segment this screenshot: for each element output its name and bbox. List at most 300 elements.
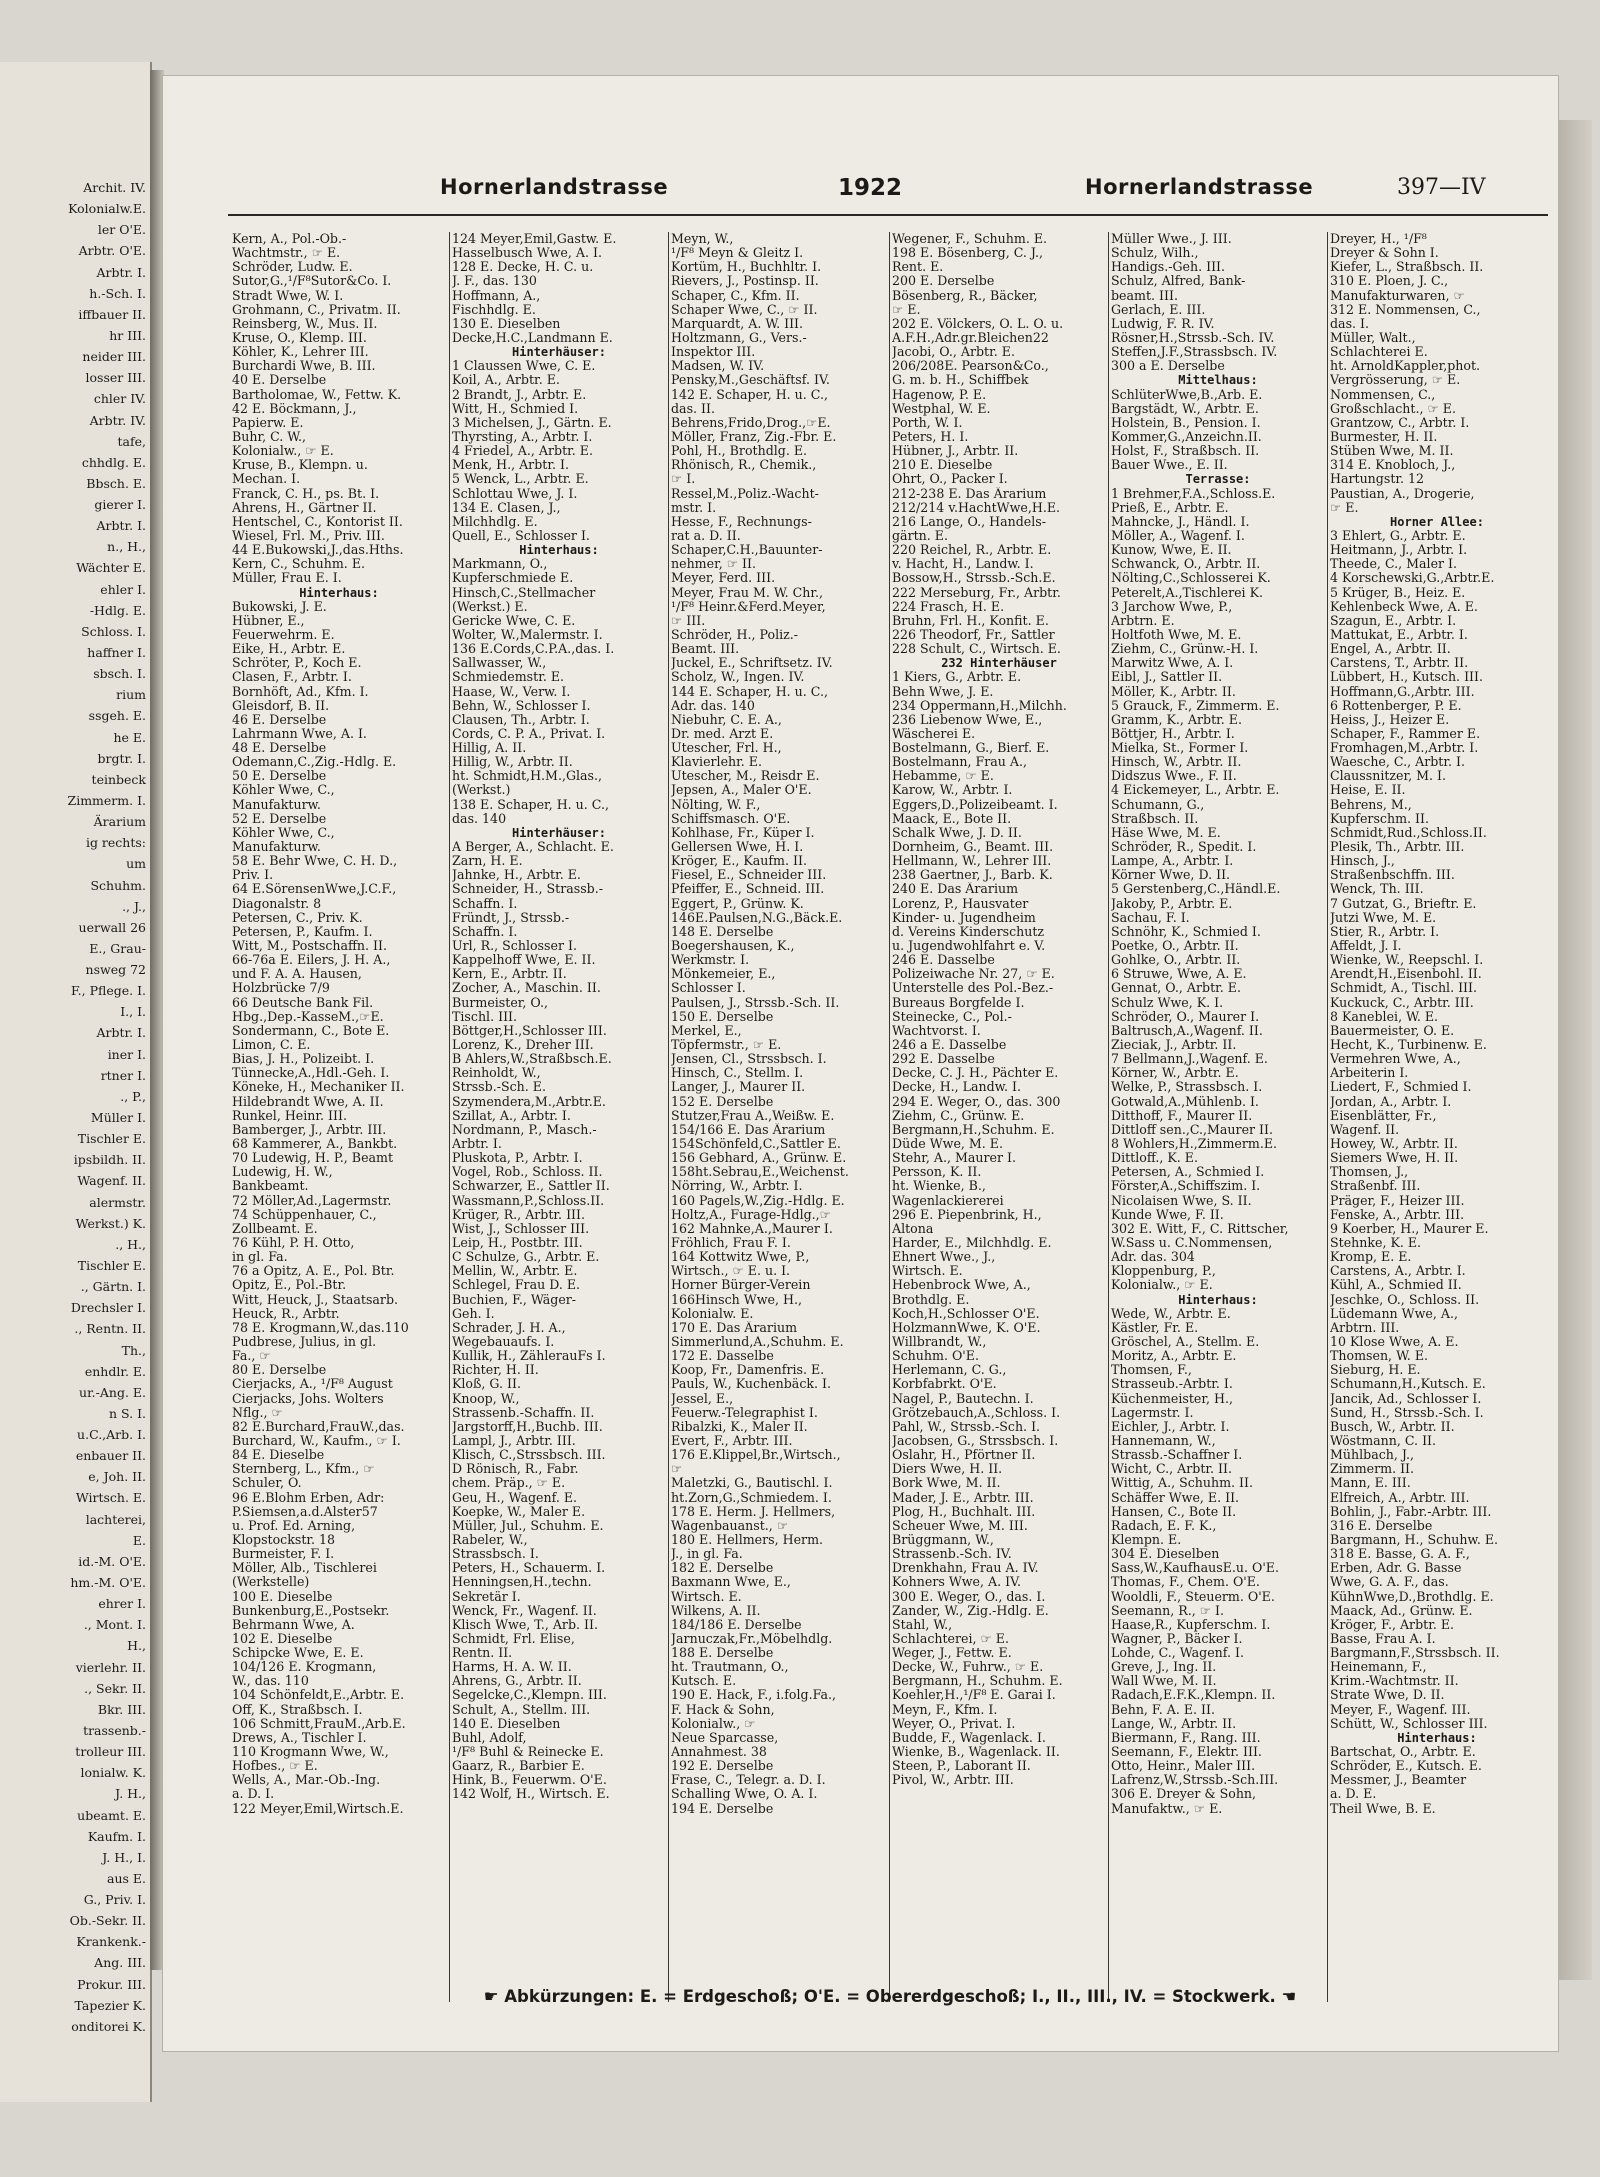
directory-entry: 124 Meyer,Emil,Gastw. E.: [452, 232, 617, 246]
directory-entry: Limon, C. E.: [232, 1038, 311, 1053]
directory-entry: Ditthoff, F., Maurer II.: [1111, 1108, 1253, 1123]
directory-entry: Buhl, Adolf,: [452, 1730, 527, 1745]
directory-entry: Behrmann Wwe, A.: [232, 1617, 355, 1632]
directory-entry: Wienke, B., Wagenlack. II.: [892, 1745, 1060, 1760]
directory-entry: Steffen,J.F.,Strassbsch. IV.: [1111, 345, 1278, 360]
directory-entry: Eibl, J., Sattler II.: [1111, 670, 1223, 685]
directory-entry: Ludewig, H. W.,: [232, 1165, 333, 1180]
directory-entry: 64 E.SörensenWwe,J.C.F.,: [232, 882, 397, 897]
directory-entry: Utescher, Frl. H.,: [671, 741, 782, 756]
facing-page-line: ig rechts:: [85, 835, 146, 851]
directory-entry: Erben, Adr. G. Basse: [1330, 1561, 1462, 1576]
facing-page-line: ., Sekr. II.: [84, 1680, 146, 1696]
directory-entry: Schröder, R., Spedit. I.: [1111, 840, 1257, 855]
directory-entry: Neue Sparcasse,: [671, 1730, 779, 1745]
directory-entry: Brothdlg. E.: [892, 1292, 970, 1307]
directory-entry: Witt, M., Postschaffn. II.: [232, 939, 388, 954]
directory-entry: Bohlin, J., Fabr.-Arbtr. III.: [1330, 1504, 1492, 1519]
directory-entry: Heise, E. II.: [1330, 783, 1406, 798]
directory-entry: 226 Theodorf, Fr., Sattler: [892, 627, 1055, 642]
directory-entry: Bauermeister, O. E.: [1330, 1023, 1455, 1038]
directory-entry: Mielka, St., Former I.: [1111, 741, 1249, 756]
directory-entry: Zander, W., Zig.-Hdlg. E.: [892, 1603, 1049, 1618]
directory-entry: 100 E. Dieselbe: [232, 1589, 333, 1604]
directory-entry: Frase, C., Telegr. a. D. I.: [671, 1773, 826, 1788]
directory-entry: 198 E. Bösenberg, C. J.,: [892, 246, 1043, 261]
directory-entry: Ohrt, O., Packer I.: [892, 472, 1008, 487]
directory-entry: Möller, Alb., Tischlerei: [232, 1561, 377, 1576]
directory-entry: Diagonalstr. 8: [232, 896, 322, 911]
directory-entry: 292 E. Dasselbe: [892, 1052, 995, 1067]
directory-entry: 180 E. Hellmers, Herm.: [671, 1532, 824, 1547]
directory-entry: 102 E. Dieselbe: [232, 1631, 333, 1646]
directory-entry: Kappelhoff Wwe, E. II.: [452, 953, 596, 968]
directory-entry: Lorenz, K., Dreher III.: [452, 1038, 594, 1053]
directory-entry: Schütt, W., Schlosser III.: [1330, 1716, 1488, 1731]
directory-column-1: [232, 232, 446, 2002]
directory-entry: Schaper,C.H.,Bauunter-: [671, 543, 823, 558]
directory-entry: Howey, W., Arbtr. II.: [1330, 1137, 1458, 1151]
header-street-left: Hornerlandstrasse: [440, 175, 669, 199]
directory-entry: Simmerlund,A.,Schuhm. E.: [671, 1334, 844, 1349]
directory-entry: Gohlke, O., Arbtr. II.: [1111, 953, 1241, 968]
directory-entry: Zimmerm. II.: [1330, 1462, 1415, 1477]
directory-entry: Förster,A.,Schiffszim. I.: [1111, 1179, 1261, 1194]
facing-page-line: id.-M. O'E.: [78, 1553, 146, 1569]
directory-entry: 212-238 E. Das Ärarium: [892, 486, 1047, 501]
directory-entry: Stier, R., Arbtr. I.: [1330, 924, 1440, 939]
directory-entry: Schlosser I.: [671, 981, 746, 996]
directory-entry: 306 E. Dreyer & Sohn,: [1111, 1787, 1257, 1802]
directory-entry: Wagenf. II.: [1330, 1122, 1400, 1137]
directory-entry: Jordan, A., Arbtr. I.: [1330, 1094, 1452, 1109]
directory-entry: 78 E. Krogmann,W.,das.110: [232, 1320, 409, 1335]
directory-entry: Ahrens, H., Gärtner II.: [232, 500, 377, 515]
directory-entry: 3 Michelsen, J., Gärtn. E.: [452, 415, 612, 430]
directory-entry: das. I.: [1330, 316, 1370, 331]
directory-entry: Koop, Fr., Damenfris. E.: [671, 1363, 825, 1378]
directory-entry: Wegebauaufs. I.: [452, 1334, 555, 1349]
directory-entry: Moritz, A., Arbtr. E.: [1111, 1349, 1237, 1364]
facing-page-line: Drechsler I.: [70, 1300, 146, 1316]
directory-entry: Holtz,A., Furage-Hdlg.,☞: [671, 1207, 831, 1222]
directory-entry: 300 a E. Derselbe: [1111, 359, 1225, 374]
directory-entry: Schmidt, Frl. Elise,: [452, 1631, 575, 1646]
directory-entry: Schröter, P., Koch E.: [232, 656, 362, 671]
directory-entry: 66 Deutsche Bank Fil.: [232, 995, 374, 1010]
directory-entry: Vermehren Wwe, A.,: [1330, 1052, 1461, 1067]
directory-entry: chem. Präp., ☞ E.: [452, 1476, 566, 1491]
directory-entry: 4 Eickemeyer, L., Arbtr. E.: [1111, 783, 1280, 798]
facing-page-line: Archit. IV.: [83, 180, 146, 195]
directory-entry: Strssb.-Sch. E.: [452, 1080, 546, 1095]
directory-entry: Marwitz Wwe, A. I.: [1111, 656, 1234, 671]
directory-entry: 176 E.Klippel,Br.,Wirtsch.,: [671, 1448, 841, 1463]
facing-page-fragment: [0, 62, 152, 2102]
directory-entry: u. Prof. Ed. Arning,: [232, 1518, 356, 1533]
directory-entry: Lagermstr. I.: [1111, 1405, 1194, 1420]
directory-entry: ☞: [671, 1462, 683, 1477]
directory-entry: Meyer, F., Wagenf. III.: [1330, 1702, 1471, 1717]
directory-entry: Hoffmann, A.,: [452, 288, 541, 303]
directory-entry: Bösenberg, R., Bäcker,: [892, 288, 1038, 303]
directory-entry: 224 Frasch, H. E.: [892, 599, 1005, 614]
directory-entry: 296 E. Piepenbrink, H.,: [892, 1207, 1042, 1222]
directory-entry: Schaffn. I.: [452, 924, 518, 939]
directory-entry: Schröder, H., Poliz.-: [671, 627, 799, 642]
directory-entry: Hübner, J., Arbtr. II.: [892, 444, 1019, 459]
header-year: 1922: [838, 175, 903, 201]
directory-entry: Zocher, A., Maschin. II.: [452, 981, 601, 996]
directory-entry: Fiesel, E., Schneider III.: [671, 868, 827, 883]
directory-entry: Düde Wwe, M. E.: [892, 1137, 1004, 1151]
directory-entry: Ahrens, G., Arbtr. II.: [452, 1674, 582, 1689]
section-heading: Hinterhaus:: [299, 585, 379, 600]
directory-entry: Baltrusch,A.,Wagenf. II.: [1111, 1023, 1263, 1038]
directory-entry: Kutsch. E.: [671, 1674, 737, 1689]
directory-entry: Straßbsch. II.: [1111, 811, 1199, 826]
directory-entry: Hoffmann,G.,Arbtr. III.: [1330, 684, 1475, 699]
facing-page-line: Kolonialw.E.: [68, 201, 146, 217]
directory-entry: Wassmann,P.,Schloss.II.: [452, 1193, 605, 1208]
directory-entry: Bostelmann, Frau A.,: [892, 755, 1028, 770]
directory-entry: Rievers, J., Postinsp. II.: [671, 274, 819, 289]
facing-page-line: Ob.-Sekr. II.: [69, 1913, 146, 1929]
directory-entry: 190 E. Hack, F., i.folg.Fa.,: [671, 1688, 836, 1703]
directory-entry: Pfeiffer, E., Schneid. III.: [671, 882, 825, 897]
directory-entry: Strassenb.-Schaffn. II.: [452, 1405, 595, 1420]
directory-entry: 104 Schönfeldt,E.,Arbtr. E.: [232, 1688, 405, 1703]
directory-entry: Buhr, C. W.,: [232, 429, 307, 444]
directory-entry: 202 E. Völckers, O. L. O. u.: [892, 316, 1064, 331]
directory-entry: das. 140: [452, 811, 507, 826]
directory-entry: W., das. 110: [232, 1674, 309, 1689]
directory-entry: 160 Pagels,W.,Zig.-Hdlg. E.: [671, 1193, 845, 1208]
directory-entry: Thomsen, F.,: [1111, 1363, 1192, 1378]
facing-page-line: J. H., I.: [102, 1849, 146, 1865]
directory-entry: Sallwasser, W.,: [452, 656, 547, 671]
directory-entry: Hartungstr. 12: [1330, 472, 1425, 487]
facing-page-line: Wirtsch. E.: [75, 1490, 146, 1506]
directory-entry: Lampl, J., Arbtr. III.: [452, 1433, 576, 1448]
directory-entry: Hildebrandt Wwe, A. II.: [232, 1094, 384, 1109]
directory-entry: Wells, A., Mar.-Ob.-Ing.: [232, 1773, 381, 1788]
facing-page-line: ., J.,: [122, 898, 146, 914]
facing-page-line: nsweg 72: [85, 962, 146, 978]
directory-entry: 3 Jarchow Wwe, P.,: [1111, 599, 1233, 614]
directory-entry: Prieß, E., Arbtr. E.: [1111, 500, 1229, 515]
directory-entry: Schnöhr, K., Schmied I.: [1111, 924, 1261, 939]
directory-entry: Paustian, A., Drogerie,: [1330, 486, 1475, 501]
directory-entry: u. Jugendwohlfahrt e. V.: [892, 939, 1046, 954]
directory-entry: Westphal, W. E.: [892, 401, 991, 416]
directory-entry: Ehnert Wwe., J.,: [892, 1250, 996, 1265]
directory-entry: Nagel, P., Bautechn. I.: [892, 1391, 1034, 1406]
directory-entry: Hillig, A. II.: [452, 741, 527, 756]
facing-page-line: Wagenf. II.: [77, 1173, 146, 1189]
directory-entry: Lahrmann Wwe, A. I.: [232, 726, 367, 741]
directory-entry: Möller, K., Arbtr. II.: [1111, 684, 1236, 699]
directory-entry: Affeldt, J. I.: [1330, 939, 1402, 954]
facing-page-line: Werkst.) K.: [75, 1215, 146, 1231]
directory-entry: Schlottau Wwe, J. I.: [452, 486, 578, 501]
directory-entry: Kröger, F., Arbtr. E.: [1330, 1617, 1455, 1632]
facing-page-line: Bkr. III.: [97, 1701, 146, 1717]
directory-entry: Meyn, W.,: [671, 232, 734, 246]
directory-entry: Wall Wwe, M. II.: [1111, 1674, 1217, 1689]
directory-entry: Arbtr. I.: [452, 1137, 502, 1151]
directory-entry: Petersen, C., Priv. K.: [232, 910, 363, 925]
facing-page-line: hm.-M. O'E.: [70, 1575, 146, 1590]
directory-entry: 138 E. Schaper, H. u. C.,: [452, 797, 609, 812]
directory-entry: Kloß, G. II.: [452, 1377, 522, 1392]
directory-entry: Mahncke, J., Händl. I.: [1111, 514, 1250, 529]
directory-entry: 192 E. Derselbe: [671, 1759, 774, 1774]
directory-entry: Burchard, W., Kaufm., ☞ I.: [232, 1433, 401, 1448]
directory-entry: 172 E. Dasselbe: [671, 1349, 774, 1364]
directory-entry: Jancik, Ad., Schlosser I.: [1330, 1391, 1482, 1406]
directory-entry: Bergmann, H., Schuhm. E.: [892, 1674, 1063, 1689]
directory-entry: Jeschke, O., Schloss. II.: [1330, 1292, 1480, 1307]
directory-entry: Wooldli, F., Steuerm. O'E.: [1111, 1589, 1275, 1604]
section-heading: Hinterhaus:: [519, 543, 599, 558]
directory-entry: Knoop, W.,: [452, 1391, 520, 1406]
directory-entry: Hübner, E.,: [232, 613, 305, 628]
directory-entry: Mellin, W., Arbtr. E.: [452, 1264, 578, 1279]
directory-entry: Stradt Wwe, W. I.: [232, 288, 344, 303]
directory-entry: Welke, P., Strassbsch. I.: [1111, 1080, 1263, 1095]
directory-entry: KühnWwe,D.,Brothdlg. E.: [1330, 1589, 1494, 1604]
directory-entry: Juckel, E., Schriftsetz. IV.: [671, 656, 833, 671]
directory-entry: Meyer, Ferd. III.: [671, 571, 776, 586]
directory-entry: 246 E. Dasselbe: [892, 953, 995, 968]
directory-entry: Hellmann, W., Lehrer III.: [892, 854, 1052, 869]
directory-entry: ☞ E.: [1330, 500, 1359, 515]
directory-entry: Gröschel, A., Stellm. E.: [1111, 1334, 1260, 1349]
directory-entry: Klisch Wwe, T., Arb. II.: [452, 1617, 598, 1632]
facing-page-line: Krankenk.-: [76, 1934, 146, 1950]
directory-entry: A.F.H.,Adr.gr.Bleichen22: [892, 330, 1049, 345]
directory-entry: 134 E. Clasen, J.,: [452, 500, 561, 515]
directory-entry: 304 E. Dieselben: [1111, 1547, 1220, 1562]
directory-entry: J. F., das. 130: [452, 274, 537, 289]
directory-entry: 210 E. Dieselbe: [892, 458, 993, 473]
directory-entry: Witt, Heuck, J., Staatsarb.: [232, 1292, 399, 1307]
directory-entry: Schröder, Ludw. E.: [232, 260, 353, 275]
directory-entry: Krüger, R., Arbtr. III.: [452, 1207, 585, 1222]
directory-entry: Haase,R., Kupferschm. I.: [1111, 1617, 1271, 1632]
facing-page-line: iner I.: [107, 1046, 146, 1062]
directory-entry: Jacobsen, G., Strssbsch. I.: [892, 1433, 1059, 1448]
directory-entry: Bork Wwe, M. II.: [892, 1476, 1001, 1491]
directory-entry: 4 Korschewski,G.,Arbtr.E.: [1330, 571, 1495, 586]
directory-entry: Jessel, E.,: [671, 1391, 734, 1406]
directory-entry: Wirtsch. E.: [671, 1589, 742, 1604]
directory-entry: Decke, W., Fuhrw., ☞ E.: [892, 1660, 1044, 1675]
directory-entry: Jakoby, P., Arbtr. E.: [1111, 896, 1233, 911]
directory-entry: Steinecke, C., Pol.-: [892, 1009, 1012, 1024]
facing-page-line: Bbsch. E.: [86, 475, 146, 491]
directory-entry: Oslahr, H., Pförtner II.: [892, 1448, 1036, 1463]
directory-entry: Didszus Wwe., F. II.: [1111, 769, 1237, 784]
directory-entry: Mader, J. E., Arbtr. III.: [892, 1490, 1034, 1505]
directory-entry: Rabeler, W.,: [452, 1532, 528, 1547]
directory-entry: Kiefer, L., Straßbsch. II.: [1330, 260, 1484, 275]
facing-page-line: um: [126, 856, 146, 872]
directory-entry: Biermann, F., Rang. III.: [1111, 1730, 1261, 1745]
facing-page-line: ., Gärtn. I.: [80, 1279, 146, 1295]
directory-entry: Schmidt,Rud.,Schloss.II.: [1330, 825, 1487, 840]
directory-entry: Odemann,C.,Zig.-Hdlg. E.: [232, 755, 397, 770]
directory-entry: Heuck, R., Arbtr.: [232, 1306, 340, 1321]
directory-entry: ☞ E.: [892, 302, 921, 317]
directory-column-4: [892, 232, 1106, 2002]
facing-page-line: H.,: [127, 1638, 146, 1654]
directory-entry: Behn Wwe, J. E.: [892, 684, 994, 699]
directory-entry: 48 E. Derselbe: [232, 741, 327, 756]
facing-page-line: Zimmerm. I.: [67, 792, 146, 808]
directory-entry: Weyer, O., Privat. I.: [892, 1716, 1016, 1731]
directory-entry: 80 E. Derselbe: [232, 1363, 327, 1378]
directory-entry: Nommensen, C.,: [1330, 387, 1436, 402]
directory-entry: Annahmest. 38: [671, 1745, 767, 1760]
directory-entry: Hinsch, J.,: [1330, 854, 1395, 869]
directory-entry: 234 Oppermann,H.,Milchh.: [892, 698, 1067, 713]
directory-entry: Holtfoth Wwe, M. E.: [1111, 627, 1242, 642]
directory-entry: Schneider, H., Strassb.-: [452, 882, 603, 897]
directory-entry: C Schulze, G., Arbtr. E.: [452, 1250, 600, 1265]
facing-page-line: J. H.,: [115, 1786, 146, 1802]
facing-page-line: iffbauer II.: [78, 306, 146, 322]
directory-entry: Mönkemeier, E.,: [671, 967, 776, 982]
directory-entry: Kupferschmiede E.: [452, 571, 574, 586]
directory-entry: 136 E.Cords,C.P.A.,das. I.: [452, 642, 615, 657]
directory-entry: Behrens, M.,: [1330, 797, 1412, 812]
facing-page-line: E., Grau-: [89, 940, 146, 956]
directory-entry: Köhler Wwe, C.,: [232, 825, 335, 840]
directory-entry: Seemann, F., Elektr. III.: [1111, 1745, 1262, 1760]
directory-entry: Siemers Wwe, H. II.: [1330, 1151, 1459, 1166]
directory-entry: Schlachterei E.: [1330, 345, 1428, 360]
header-page-number: 397—IV: [1397, 175, 1486, 200]
facing-page-line: trolleur III.: [75, 1744, 146, 1760]
facing-page-line: uerwall 26: [78, 919, 146, 935]
facing-page-line: -Hdlg. E.: [89, 602, 146, 618]
directory-entry: 212/214 v.HachtWwe,H.E.: [892, 500, 1061, 515]
directory-entry: Hebamme, ☞ E.: [892, 769, 994, 784]
facing-page-line: Müller I.: [90, 1110, 146, 1125]
directory-entry: Grantzow, C., Arbtr. I.: [1330, 415, 1470, 430]
directory-entry: Hinsch, C., Stellm. I.: [671, 1066, 804, 1081]
directory-entry: Wicht, C., Arbtr. II.: [1111, 1462, 1233, 1477]
directory-entry: 42 E. Böckmann, J.,: [232, 401, 357, 416]
directory-entry: Holstein, B., Pension. I.: [1111, 415, 1261, 430]
directory-entry: G. m. b. H., Schiffbek: [892, 373, 1029, 388]
directory-entry: Waesche, C., Arbtr. I.: [1330, 755, 1465, 770]
directory-entry: Bornhöft, Ad., Kfm. I.: [232, 684, 369, 699]
directory-entry: 142 E. Schaper, H. u. C.,: [671, 387, 828, 402]
directory-entry: 170 E. Das Ärarium: [671, 1320, 798, 1335]
directory-entry: Ziehm, C., Grünw.-H. I.: [1111, 642, 1259, 657]
directory-entry: Hinsch,C.,Stellmacher: [452, 585, 596, 600]
directory-entry: Tischl. III.: [452, 1009, 518, 1024]
directory-entry: Greve, J., Ing. II.: [1111, 1660, 1217, 1675]
directory-entry: mstr. I.: [671, 500, 717, 515]
directory-column-3: [671, 232, 887, 2002]
directory-entry: Geh. I.: [452, 1306, 495, 1321]
facing-page-line: gierer I.: [94, 497, 146, 513]
directory-entry: Manufakturw.: [232, 797, 321, 812]
directory-entry: Harms, H. A. W. II.: [452, 1660, 572, 1675]
directory-entry: 200 E. Derselbe: [892, 274, 995, 289]
directory-entry: Lübbert, H., Kutsch. III.: [1330, 670, 1483, 685]
facing-page-line: u.C.,Arb. I.: [77, 1427, 146, 1443]
directory-entry: Eike, H., Arbtr. E.: [232, 642, 346, 657]
directory-entry: Peters, H., Schauerm. I.: [452, 1561, 606, 1576]
directory-entry: 5 Krüger, B., Heiz. E.: [1330, 585, 1466, 600]
column-divider: [668, 232, 669, 2002]
directory-entry: Bargstädt, W., Arbtr. E.: [1111, 401, 1259, 416]
directory-entry: Hansen, C., Bote II.: [1111, 1504, 1237, 1519]
directory-entry: ¹/F⁸ Meyn & Gleitz I.: [671, 246, 804, 261]
directory-entry: 10 Klose Wwe, A. E.: [1330, 1334, 1459, 1349]
directory-entry: Kunde Wwe, F. II.: [1111, 1207, 1224, 1222]
directory-entry: Manufaktw., ☞ E.: [1111, 1801, 1223, 1816]
directory-entry: Evert, F., Arbtr. III.: [671, 1433, 793, 1448]
directory-entry: 6 Struwe, Wwe, A. E.: [1111, 967, 1247, 982]
directory-entry: gärtn. E.: [892, 528, 948, 543]
directory-entry: Milchhdlg. E.: [452, 514, 538, 529]
section-heading: Mittelhaus:: [1178, 373, 1258, 388]
directory-entry: Zarn, H. E.: [452, 854, 523, 869]
section-heading: Hinterhaus:: [1178, 1292, 1258, 1307]
directory-entry: a. D. E.: [1330, 1787, 1377, 1802]
facing-page-line: F., Pflege. I.: [70, 983, 146, 999]
directory-entry: Bruhn, Frl. H., Konfit. E.: [892, 613, 1049, 628]
directory-entry: Hofbes., ☞ E.: [232, 1759, 318, 1774]
directory-entry: Clasen, F., Arbtr. I.: [232, 670, 352, 685]
directory-entry: 166Hinsch Wwe, H.,: [671, 1292, 802, 1307]
facing-page-line: n S. I.: [109, 1405, 146, 1421]
facing-page-line: lachterei,: [85, 1511, 146, 1527]
facing-page-line: haffner I.: [87, 645, 146, 660]
directory-entry: Wagenbauanst., ☞: [671, 1518, 789, 1533]
directory-entry: 104/126 E. Krogmann,: [232, 1660, 377, 1675]
directory-entry: Schlegel, Frau D. E.: [452, 1278, 581, 1293]
directory-entry: Polizeiwache Nr. 27, ☞ E.: [892, 967, 1055, 982]
directory-entry: Thomas, F., Chem. O'E.: [1111, 1575, 1260, 1590]
directory-entry: Straßenbschffn. III.: [1330, 868, 1455, 883]
directory-entry: Lange, W., Arbtr. II.: [1111, 1716, 1237, 1731]
directory-entry: Kästler, Fr. E.: [1111, 1320, 1199, 1335]
directory-entry: 1 Claussen Wwe, C. E.: [452, 359, 596, 374]
directory-entry: 316 E. Derselbe: [1330, 1518, 1433, 1533]
directory-entry: F. Hack & Sohn,: [671, 1702, 775, 1717]
directory-entry: 106 Schmitt,FrauM.,Arb.E.: [232, 1716, 406, 1731]
directory-entry: Nordmann, P., Masch.-: [452, 1122, 597, 1137]
column-divider: [1327, 232, 1328, 2002]
facing-page-line: ., H.,: [115, 1236, 146, 1252]
directory-entry: Steen, P., Laborant II.: [892, 1759, 1031, 1774]
facing-page-line: ssgeh. E.: [88, 708, 146, 724]
directory-entry: Decke, C. J. H., Pächter E.: [892, 1066, 1059, 1081]
facing-page-line: onditorei K.: [71, 2018, 146, 2034]
directory-entry: 68 Kammerer, A., Bankbt.: [232, 1137, 398, 1151]
directory-entry: Beamt. III.: [671, 642, 740, 657]
directory-entry: 188 E. Derselbe: [671, 1646, 774, 1661]
facing-page-line: Ärarium: [93, 814, 146, 830]
directory-entry: Lüdemann Wwe, A.,: [1330, 1306, 1458, 1321]
